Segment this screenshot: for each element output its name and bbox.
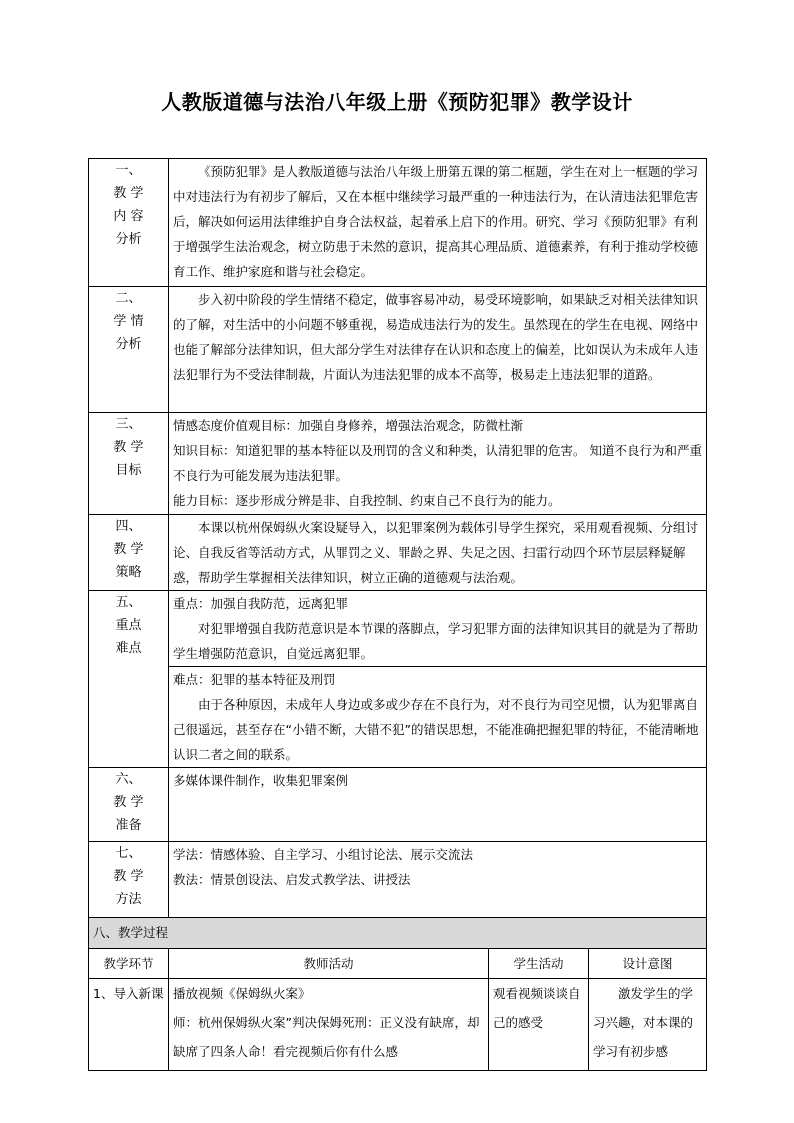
section-label: 四、 教 学 策略 (89, 515, 169, 591)
section-difficult-points (89, 667, 707, 768)
goal-knowledge: 知识目标：知道犯罪的基本特征以及刑罚的含义和种类，认清犯罪的危害。 知道不良行为和严重不良行为可能发展为违法犯罪。 (173, 443, 702, 483)
key-point-title: 重点：加强自我防范，远离犯罪 (173, 596, 349, 611)
section-label: 三、 教 学 目标 (89, 413, 169, 515)
teacher-activity-line: 师：杭州保姆纵火案”判决保姆死刑：正义没有缺席，却缺席了四条人命！看完视频后你有什么感 (173, 1015, 480, 1059)
teaching-methods: 教法：情景创设法、启发式教学法、讲授法 (173, 872, 411, 887)
section-preparation (89, 768, 707, 842)
student-analysis-text: 步入初中阶段的学生情绪不稳定，做事容易冲动，易受环境影响，如果缺乏对相关法律知识的了解，对生活中的小问题不够重视，易造成违法行为的发生。虽然现在的学生在电视、网络中也能了解部分法律知识，但大部分学生对法律存在认识和态度上的偏差，比如误认为未成年人违法犯罪行为不受法律制裁，片面认为违法犯罪的成本不高等，极易走上违法犯罪的道路。 (169, 287, 707, 413)
section-label: 二、 学 情 分析 (89, 287, 169, 413)
lesson-plan-table (88, 158, 707, 1071)
process-header-row (89, 949, 707, 979)
section-label: 六、 教 学 准备 (89, 768, 169, 842)
page-title: 人教版道德与法治八年级上册《预防犯罪》教学设计 (161, 90, 633, 114)
section-label: 五、 重点 难点 (89, 591, 169, 768)
key-point-cell (169, 591, 707, 667)
section-methods (89, 842, 707, 918)
table-row (89, 979, 707, 1071)
learning-methods: 学法：情感体验、自主学习、小组讨论法、展示交流法 (173, 847, 474, 862)
section-label: 七、 教 学 方法 (89, 842, 169, 918)
difficult-point-text: 由于各种原因，未成年人身边或多或少存在不良行为，对不良行为司空见惯，认为犯罪离自己很遥远，甚至存在“小错不断，大错不犯”的错误思想，不能准确把握犯罪的特征，不能清晰地认识二者之间的联系。 (173, 697, 699, 762)
strategy-text: 本课以杭州保姆纵火案设疑导入，以犯罪案例为载体引导学生探究，采用观看视频、分组讨论、自我反省等活动方式，从罪罚之义、罪龄之界、失足之因、扫雷行动四个环节层层释疑解惑，帮助学生掌握相关法律知识，树立正确的道德观与法治观。 (169, 515, 707, 591)
design-intent-cell: 激发学生的学习兴趣，对本课的学习有初步感 (589, 979, 707, 1071)
section-strategy (89, 515, 707, 591)
difficult-point-cell (169, 667, 707, 768)
difficult-point-title: 难点：犯罪的基本特征及刑罚 (173, 672, 336, 687)
content-analysis-text: 《预防犯罪》是人教版道德与法治八年级上册第五课的第二框题，学生在对上一框题的学习中对违法行为有初步了解后，又在本框中继续学习最严重的一种违法行为，在认清违法犯罪危害后，解决如何运用法律维护自身合法权益，起着承上启下的作用。研究、学习《预防犯罪》有利于增强学生法治观念，树立防患于未然的意识，提高其心理品质、道德素养，有利于推动学校德育工作、维护家庭和谐与社会稳定。 (169, 159, 707, 287)
header-intent: 设计意图 (589, 949, 707, 979)
section-label: 一、 教 学 内 容 分析 (89, 159, 169, 287)
section-student-analysis (89, 287, 707, 413)
methods-text (169, 842, 707, 918)
stage-cell: 1、导入新课 (89, 979, 169, 1071)
header-student: 学生活动 (489, 949, 589, 979)
key-point-text: 对犯罪增强自我防范意识是本节课的落脚点，学习犯罪方面的法律知识其目的就是为了帮助学生增强防范意识，自觉远离犯罪。 (173, 621, 699, 661)
section-key-points (89, 591, 707, 667)
student-activity-cell: 观看视频谈谈自己的感受 (489, 979, 589, 1071)
goal-emotion: 情感态度价值观目标：加强自身修养，增强法治观念，防微杜渐 (173, 418, 524, 433)
goal-ability: 能力目标：逐步形成分辨是非、自我控制、约束自己不良行为的能力。 (173, 493, 561, 508)
process-heading: 八、教学过程 (89, 918, 707, 949)
teacher-activity-line: 播放视频《保姆纵火案》 (173, 986, 311, 1001)
section-goals (89, 413, 707, 515)
header-teacher: 教师活动 (169, 949, 489, 979)
preparation-text: 多媒体课件制作，收集犯罪案例 (169, 768, 707, 842)
goals-text (169, 413, 707, 515)
teacher-activity-cell (169, 979, 489, 1071)
process-heading-row (89, 918, 707, 949)
section-content-analysis (89, 159, 707, 287)
header-stage: 教学环节 (89, 949, 169, 979)
